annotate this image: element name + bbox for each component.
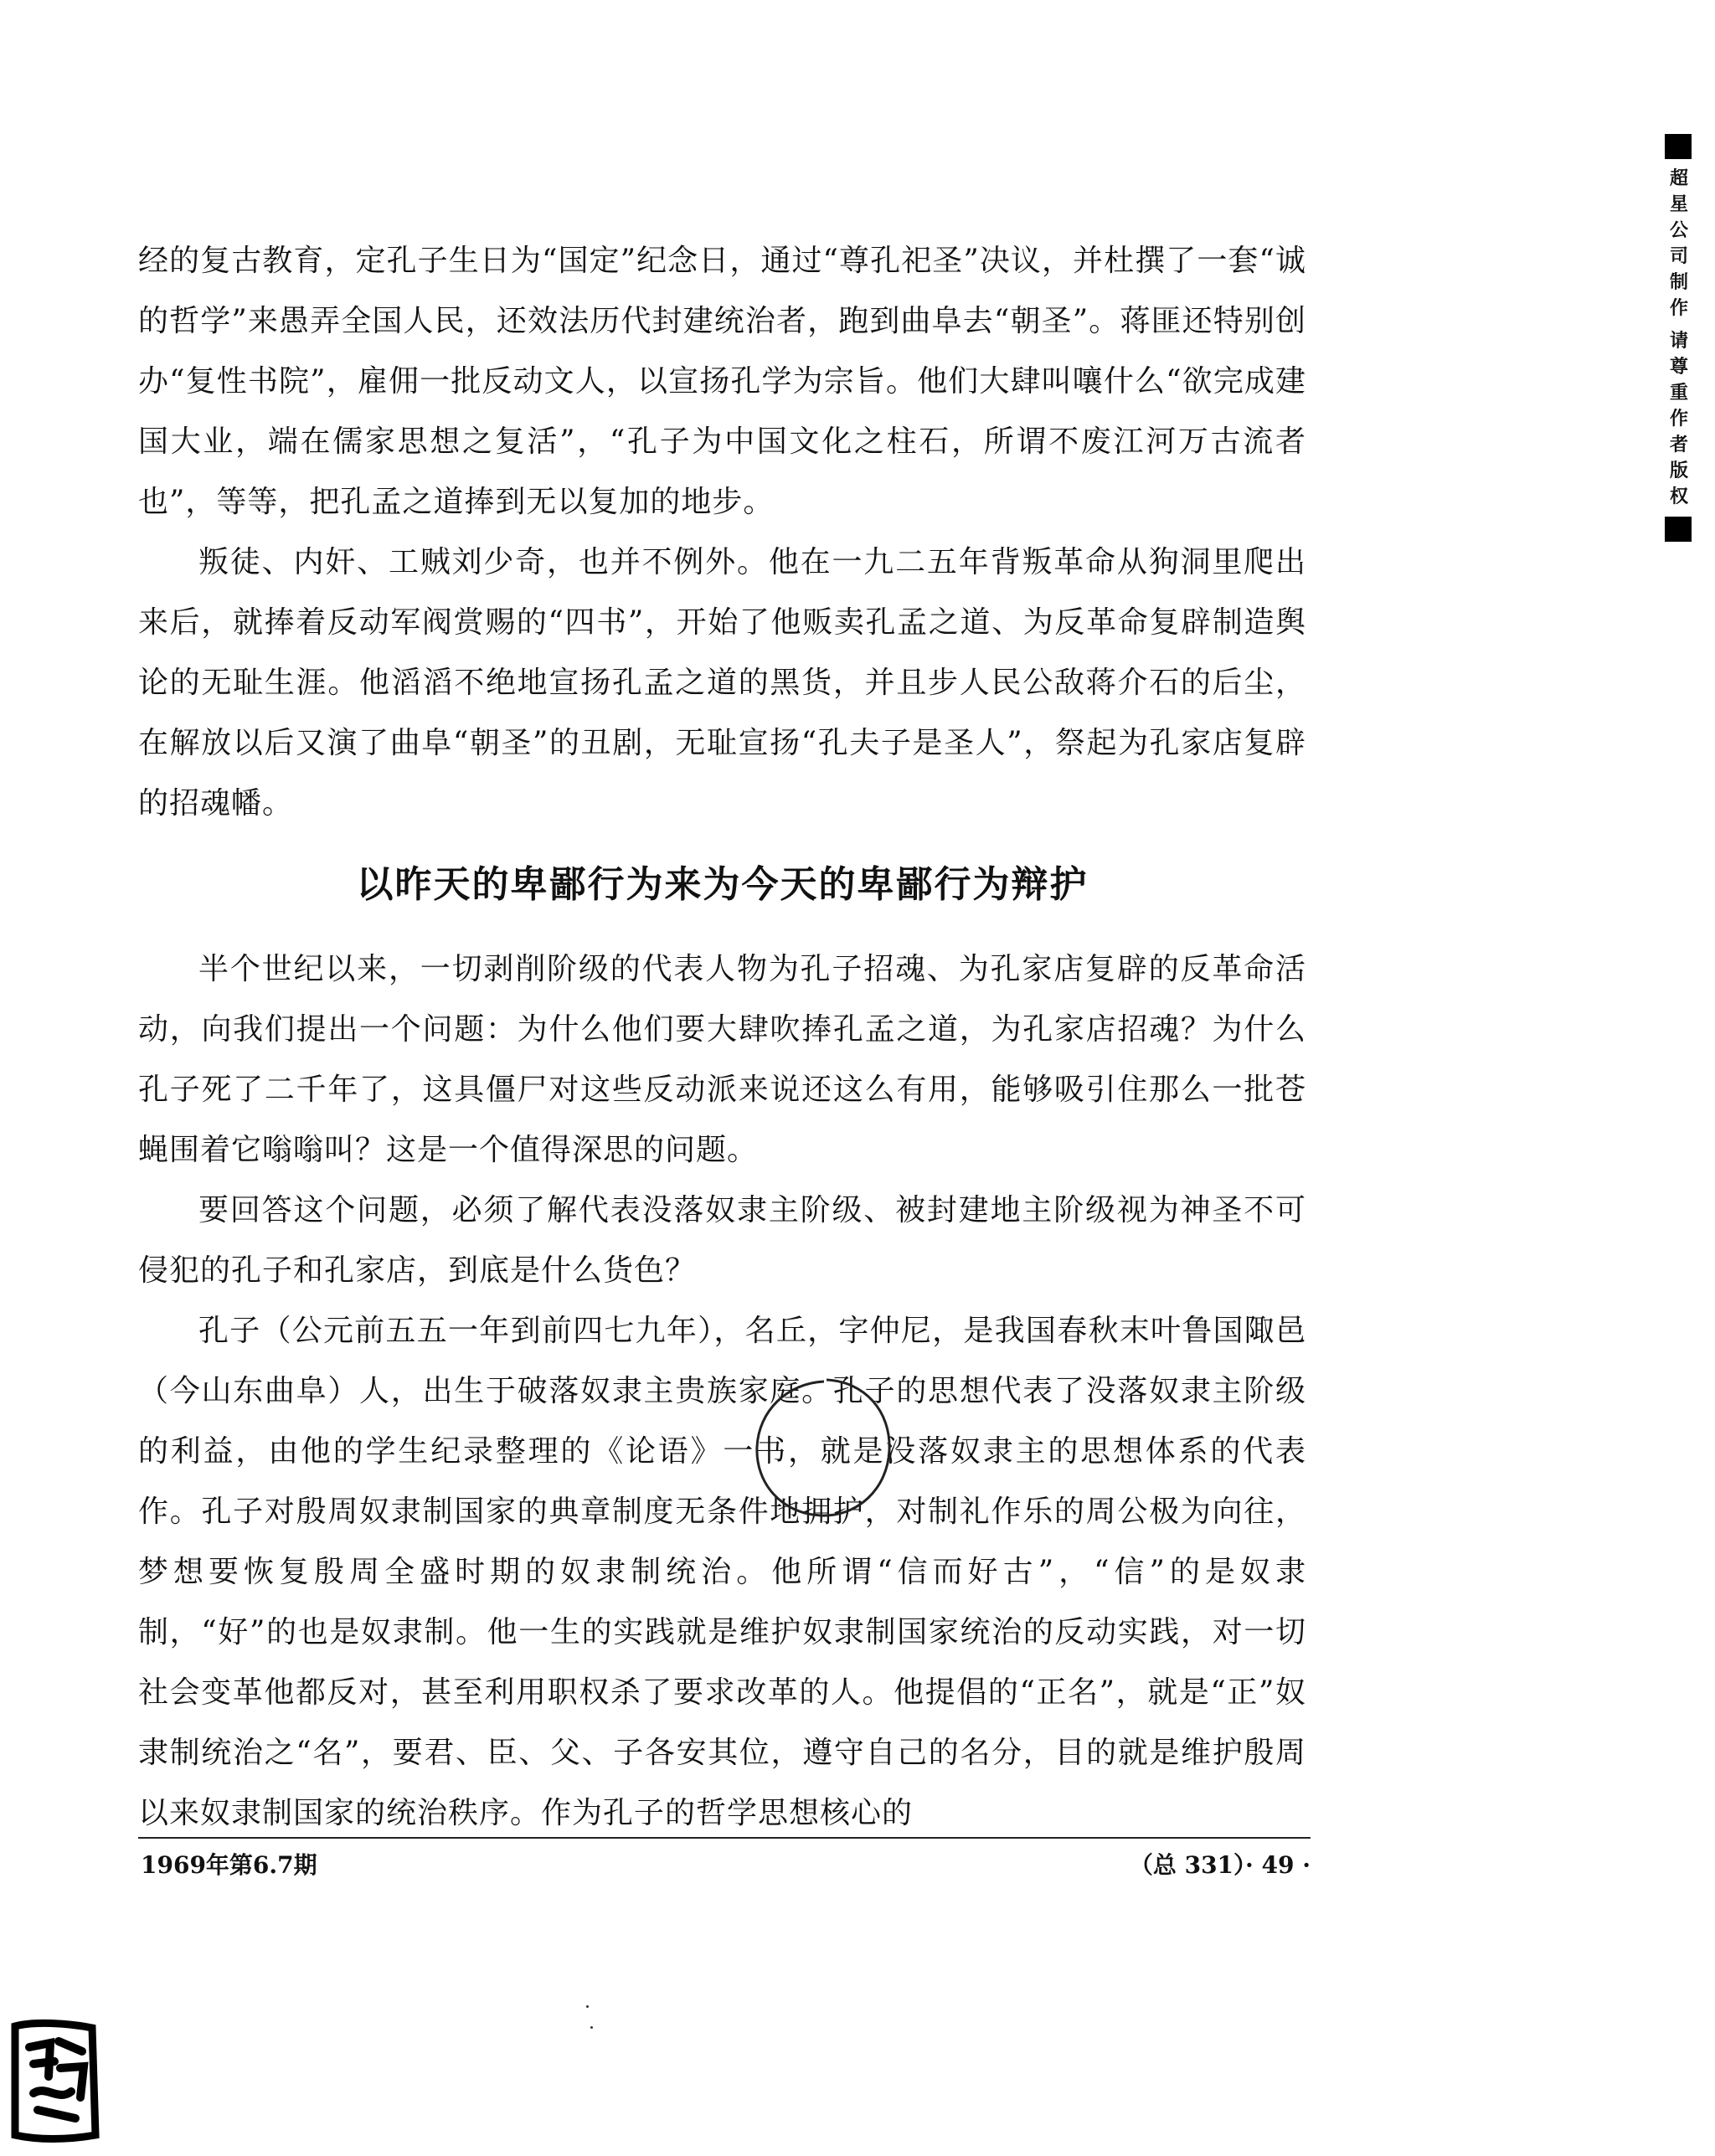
section-heading: 以昨天的卑鄙行为来为今天的卑鄙行为辩护 [356, 863, 1089, 906]
side-band-top-bar [1665, 134, 1692, 159]
side-band-producer-text: 超星公司制作 [1669, 168, 1688, 319]
scan-speck [590, 2026, 593, 2029]
paragraph-continued: 经的复古教育，定孔子生日为“国定”纪念日，通过“尊孔祀圣”决议，并杜撰了一套“诚的哲学”来愚弄全国人民，还效法历代封建统治者，跑到曲阜去“朝圣”。蒋匪还特别创办“复性书院”，雇佣一批反动文人，以宣扬孔学为宗旨。他们大肆叫嚷什么“欲完成建国大业，端在儒家思想之复活”，“孔子为中国文化之柱石，所谓不废江河万古流者也”，等等，把孔孟之道捧到无以复加的地步。 [138, 244, 1306, 519]
hand-drawn-circle-mark [747, 1373, 898, 1524]
paragraph: 半个世纪以来，一切剥削阶级的代表人物为孔子招魂、为孔家店复辟的反革命活动，向我们提出一个问题：为什么他们要大肆吹捧孔孟之道，为孔家店招魂？为什么孔子死了二千年了，这具僵尸对这些反动派来说还这么有用，能够吸引住那么一批苍蝇围着它嗡嗡叫？这是一个值得深思的问题。 [138, 952, 1306, 1167]
body-text-top [138, 231, 1306, 834]
library-seal-stamp [8, 2018, 100, 2143]
paragraph: 孔子（公元前五五一年到前四七九年），名丘，字仲尼，是我国春秋末叶鲁国陬邑（今山东曲阜）人，出生于破落奴隶主贵族家庭。孔子的思想代表了没落奴隶主阶级的利益，由他的学生纪录整理的《论语》一书，就是没落奴隶主的思想体系的代表作。孔子对殷周奴隶制国家的典章制度无条件地拥护，对制礼作乐的周公极为向往，梦想要恢复殷周全盛时期的奴隶制统治。他所谓“信而好古”，“信”的是奴隶制，“好”的也是奴隶制。他一生的实践就是维护奴隶制国家统治的反动实践，对一切社会变革他都反对，甚至利用职权杀了要求改革的人。他提倡的“正名”，就是“正”奴隶制统治之“名”，要君、臣、父、子各安其位，遵守自己的名分，目的就是维护殷周以来奴隶制国家的统治秩序。作为孔子的哲学思想核心的 [138, 1314, 1306, 1830]
issue-label: 1969年第6.7期 [141, 1851, 317, 1879]
paragraph: 要回答这个问题，必须了解代表没落奴隶主阶级、被封建地主阶级视为神圣不可侵犯的孔子和孔家店，到底是什么货色？ [138, 1193, 1306, 1288]
page-number: （总 331）· 49 · [1129, 1851, 1311, 1879]
copyright-side-band [1662, 134, 1700, 542]
footer-rule [138, 1837, 1311, 1839]
side-band-bottom-bar [1665, 517, 1692, 542]
body-text-bottom [138, 939, 1306, 1844]
paragraph: 叛徒、内奸、工贼刘少奇，也并不例外。他在一九二五年背叛革命从狗洞里爬出来后，就捧着反动军阀赏赐的“四书”，开始了他贩卖孔孟之道、为反革命复辟制造舆论的无耻生涯。他滔滔不绝地宣扬孔孟之道的黑货，并且步人民公敌蒋介石的后尘，在解放以后又演了曲阜“朝圣”的丑剧，无耻宣扬“孔夫子是圣人”，祭起为孔家店复辟的招魂幡。 [138, 545, 1306, 821]
side-band-copyright-text: 请尊重作者版权 [1669, 331, 1688, 507]
scan-speck [586, 2005, 589, 2008]
